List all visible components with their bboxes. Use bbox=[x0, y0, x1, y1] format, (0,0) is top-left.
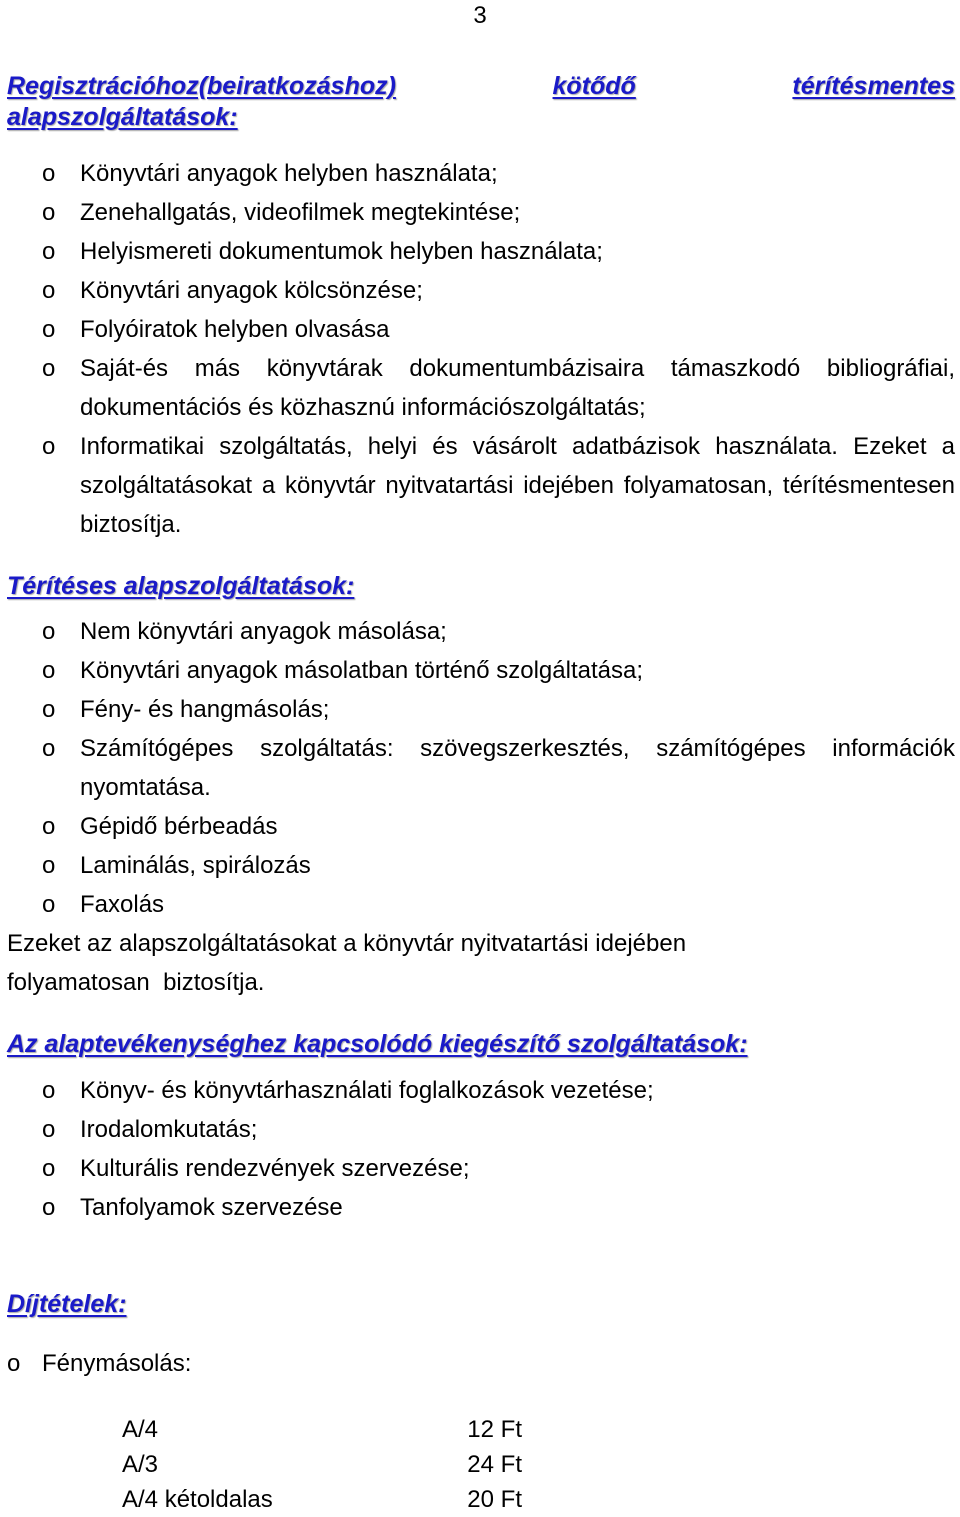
list-item bbox=[0, 651, 955, 690]
note-line: folyamatosan biztosítja. bbox=[7, 969, 265, 996]
fee-item-label: Fénymásolás: bbox=[42, 1350, 192, 1377]
list-item bbox=[0, 232, 955, 271]
list-item bbox=[0, 729, 955, 807]
bullet-icon: o bbox=[42, 618, 56, 645]
list-item bbox=[0, 193, 955, 232]
list-item bbox=[0, 1110, 955, 1149]
list-item bbox=[0, 885, 955, 924]
list-item-text: Számítógépes szolgáltatás: szövegszerkesztés, számítógépes információk nyomtatása. bbox=[80, 735, 955, 801]
list-item-text: Informatikai szolgáltatás, helyi és vásárolt adatbázisok használata. Ezeket a szolgáltatásokat a könyvtár nyitvatartási idejében folyamatosan, térítésmentesen biztosítja. bbox=[80, 433, 955, 538]
price-value: 20 Ft bbox=[467, 1486, 522, 1513]
list-item-text: Kulturális rendezvények szervezése; bbox=[80, 1155, 470, 1182]
bullet-icon: o bbox=[42, 852, 56, 879]
list-item-text: Könyvtári anyagok helyben használata; bbox=[80, 160, 498, 187]
list-item-text: Faxolás bbox=[80, 891, 165, 918]
table-row bbox=[122, 1482, 522, 1517]
free-services-list bbox=[0, 154, 955, 544]
price-value: 24 Ft bbox=[467, 1451, 522, 1478]
heading-line: alapszolgáltatások: bbox=[7, 103, 238, 131]
section-heading-supplementary-services: Az alaptevékenységhez kapcsolódó kiegészítő szolgáltatások: bbox=[7, 1030, 748, 1058]
heading-word: Regisztrációhoz(beiratkozáshoz) bbox=[7, 72, 396, 100]
bullet-icon: o bbox=[42, 199, 56, 226]
bullet-icon: o bbox=[42, 657, 56, 684]
list-item-text: Zenehallgatás, videofilmek megtekintése; bbox=[80, 199, 521, 226]
list-item-text: Helyismereti dokumentumok helyben használata; bbox=[80, 238, 603, 265]
list-item bbox=[0, 846, 955, 885]
bullet-icon: o bbox=[42, 316, 56, 343]
section-heading-fees: Díjtételek: bbox=[7, 1290, 127, 1318]
list-item-text: Saját-és más könyvtárak dokumentumbázisaira támaszkodó bibliográfiai, dokumentációs és közhasznú információszolgáltatás; bbox=[80, 355, 955, 421]
list-item-text: Gépidő bérbeadás bbox=[80, 813, 278, 840]
list-item bbox=[0, 690, 955, 729]
bullet-icon: o bbox=[42, 1077, 56, 1104]
heading-word: térítésmentes bbox=[792, 72, 955, 100]
list-item bbox=[0, 154, 955, 193]
list-item bbox=[0, 1071, 955, 1110]
list-item-text: Könyvtári anyagok kölcsönzése; bbox=[80, 277, 423, 304]
list-item-text: Irodalomkutatás; bbox=[80, 1116, 258, 1143]
list-item-text: Könyv- és könyvtárhasználati foglalkozások vezetése; bbox=[80, 1077, 654, 1104]
price-label: A/4 bbox=[122, 1416, 159, 1443]
price-label: A/4 kétoldalas bbox=[122, 1486, 273, 1513]
list-item bbox=[0, 807, 955, 846]
table-row bbox=[122, 1412, 522, 1447]
bullet-icon: o bbox=[42, 160, 56, 187]
paid-services-note bbox=[7, 924, 955, 1002]
list-item bbox=[0, 1149, 955, 1188]
bullet-icon: o bbox=[42, 696, 56, 723]
list-item-text: Folyóiratok helyben olvasása bbox=[80, 316, 390, 343]
bullet-icon: o bbox=[42, 1116, 56, 1143]
list-item-text: Laminálás, spirálozás bbox=[80, 852, 311, 879]
list-item bbox=[0, 349, 955, 427]
section-heading-free-services bbox=[7, 72, 955, 132]
list-item-text: Tanfolyamok szervezése bbox=[80, 1194, 343, 1221]
bullet-icon: o bbox=[42, 1194, 56, 1221]
bullet-icon: o bbox=[7, 1350, 21, 1377]
bullet-icon: o bbox=[42, 238, 56, 265]
paid-services-list bbox=[0, 612, 955, 924]
list-item-text: Könyvtári anyagok másolatban történő szolgáltatása; bbox=[80, 657, 644, 684]
bullet-icon: o bbox=[42, 735, 56, 762]
bullet-icon: o bbox=[42, 355, 56, 382]
list-item-text: Nem könyvtári anyagok másolása; bbox=[80, 618, 447, 645]
heading-word: kötődő bbox=[552, 72, 636, 100]
bullet-icon: o bbox=[42, 891, 56, 918]
list-item bbox=[0, 427, 955, 544]
bullet-icon: o bbox=[42, 813, 56, 840]
bullet-icon: o bbox=[42, 1155, 56, 1182]
price-table bbox=[122, 1412, 522, 1517]
page-number: 3 bbox=[473, 2, 487, 29]
price-label: A/3 bbox=[122, 1451, 159, 1478]
supplementary-services-list bbox=[0, 1071, 955, 1227]
list-item bbox=[0, 612, 955, 651]
list-item bbox=[0, 310, 955, 349]
section-heading-paid-services: Térítéses alapszolgáltatások: bbox=[7, 572, 355, 600]
list-item bbox=[0, 271, 955, 310]
bullet-icon: o bbox=[42, 277, 56, 304]
price-value: 12 Ft bbox=[467, 1416, 522, 1443]
list-item-text: Fény- és hangmásolás; bbox=[80, 696, 330, 723]
table-row bbox=[122, 1447, 522, 1482]
list-item bbox=[0, 1188, 955, 1227]
note-line: Ezeket az alapszolgáltatásokat a könyvtár nyitvatartási idejében bbox=[7, 930, 687, 957]
bullet-icon: o bbox=[42, 433, 56, 460]
